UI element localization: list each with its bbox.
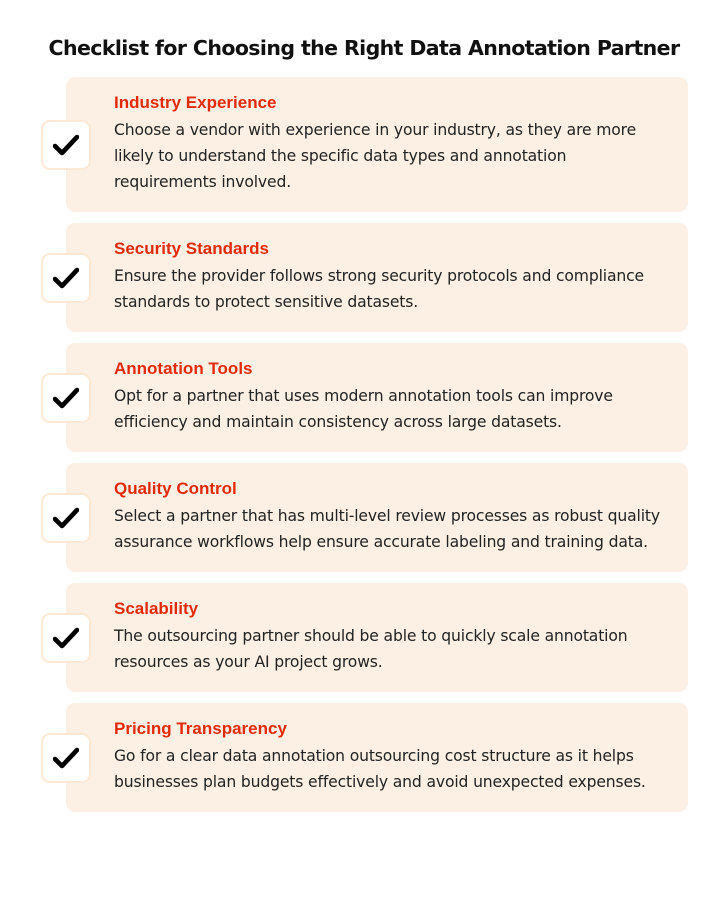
item-description: Opt for a partner that uses modern annotation tools can improve efficiency and maintain consistency across large datasets. xyxy=(114,387,613,431)
item-title: Pricing Transparency xyxy=(114,719,287,738)
item-title: Annotation Tools xyxy=(114,359,253,378)
item-title: Industry Experience xyxy=(114,93,277,112)
item-description: Select a partner that has multi-level review processes as robust quality assurance workflows help ensure accurate labeling and training data. xyxy=(114,507,660,551)
checklist-item-pricing-transparency xyxy=(66,703,688,812)
item-description: Go for a clear data annotation outsourcing cost structure as it helps businesses plan budgets effectively and avoid unexpected expenses. xyxy=(114,747,646,791)
checkbox xyxy=(41,493,91,543)
page-title: Checklist for Choosing the Right Data Annotation Partner xyxy=(48,35,680,60)
checkbox xyxy=(41,613,91,663)
check-icon xyxy=(53,134,79,156)
checklist-item-security-standards xyxy=(66,223,688,332)
item-description: Ensure the provider follows strong security protocols and compliance standards to protect sensitive datasets. xyxy=(114,267,644,311)
checkbox xyxy=(41,733,91,783)
check-icon xyxy=(53,387,79,409)
check-icon xyxy=(53,627,79,649)
checklist xyxy=(0,77,728,823)
item-title: Scalability xyxy=(114,599,199,618)
checklist-item-scalability xyxy=(66,583,688,692)
check-icon xyxy=(53,507,79,529)
checklist-item-quality-control xyxy=(66,463,688,572)
check-icon xyxy=(53,267,79,289)
checklist-item-annotation-tools xyxy=(66,343,688,452)
check-icon xyxy=(53,747,79,769)
item-title: Quality Control xyxy=(114,479,237,498)
checkbox xyxy=(41,120,91,170)
item-description: Choose a vendor with experience in your industry, as they are more likely to understand the specific data types and annotation requirements involved. xyxy=(114,121,637,191)
item-description: The outsourcing partner should be able to quickly scale annotation resources as your AI project grows. xyxy=(114,627,628,671)
item-title: Security Standards xyxy=(114,239,269,258)
checklist-item-industry-experience xyxy=(66,77,688,212)
checkbox xyxy=(41,253,91,303)
checkbox xyxy=(41,373,91,423)
